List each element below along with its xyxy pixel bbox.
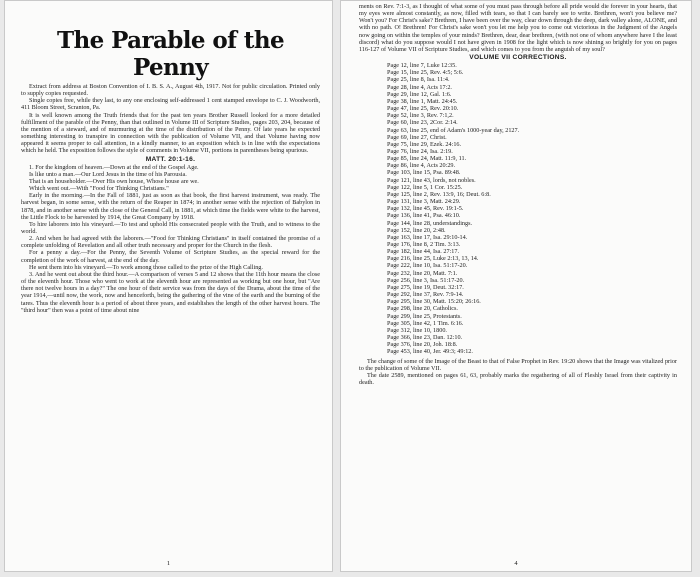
correction-line: Page 176, line 8, 2 Tim. 3:13. xyxy=(387,241,461,248)
verse-paragraph: 1. For the kingdom of heaven.—Down at the end of the Gospel Age. xyxy=(29,163,199,171)
verse-paragraph: 3. And he went out about the third hour.—A comparison of verses 5 and 12 shows that the 11th hour means the close of the eleventh hour. Those who went to work at the eleventh hour are represented as working but one hour, but "Are there not twelve hours in a day?" The one hour of their service was from the days of the Drama, about the time of the year 1914,—until now, the work, now and henceforth, being the gathering of the vine of the earth and the burning of the tares. Thus the eleventh hour is a period of about three years, and establishes the length of the other harvest hours. The "third hour" then was a point of time about nine xyxy=(21,270,320,314)
verse-paragraph: That is an householder.—Over His own house, Whose house are we. xyxy=(29,177,199,185)
correction-line: Page 292, line 37, Rev. 7:9-14. xyxy=(387,291,464,299)
correction-line: Page 256, line 3, Isa. 51:17-20. xyxy=(387,276,465,284)
verse-paragraph: Early in the morning.—In the Fall of 1881, just as soon as that book, the first harvest instrument, was ready. The harvest began, in some sense, with the return of the Reaper in 1874; in another sense with the rejection of Babylon in 1878, and in another sense with the close of the General Call, in 1881, at which time the fields were white to the harvest, the Little Flock to be harvested by 1914, the Great Company by 1918. xyxy=(21,192,320,221)
correction-line: Page 295, line 30, Matt. 15:20; 26:16. xyxy=(387,298,481,306)
correction-line: Page 275, line 19, Deut. 32:17. xyxy=(387,283,464,291)
correction-line: Page 144, line 28, understandings. xyxy=(387,219,473,227)
correction-line: Page 299, line 25, Protestants. xyxy=(387,312,462,320)
correction-line: Page 85, line 24, Matt. 11:9, 11. xyxy=(387,155,467,163)
intro-paragraph: It is well known among the Truth friends that for the past ten years Brother Russell looked for a more detailed fulfillment of the parable of the Penny, than that outlined in Volume III of Scripture Studies, pages 203, 204, because of the mention of a steward, and of murmuring at the time of the distribution of the Penny. Of late years he expected something interesting to transpire in connection with the publication of Volume VII, and that Volume having now appeared it seems proper to call attention, in a kindly manner, to an exposition which is in line with the expectations which he held. The exposition follows the style of comments in Volume VII, portions in parentheses being spurious. xyxy=(21,111,320,155)
correction-line: Page 76, line 24, Isa. 2:19. xyxy=(387,147,453,155)
continued-text xyxy=(359,3,677,53)
correction-line: Page 298, line 20, Catholics. xyxy=(387,305,458,313)
correction-line: Page 152, line 20, 2:48. xyxy=(387,226,446,234)
intro-paragraph: Extract from address at Boston Convention of I. B. S. A., August 4th, 1917. Not for public circulation. Printed only to supply copies requested. xyxy=(21,83,320,98)
correction-line: Page 38, line 1, Matt. 24:45. xyxy=(387,97,458,105)
left-page xyxy=(4,0,333,572)
page-number: 4 xyxy=(514,560,518,567)
correction-line: Page 47, line 25, Rev. 20:10. xyxy=(387,105,459,113)
correction-line: Page 131, line 3, Matt. 24:29. xyxy=(387,198,461,206)
correction-line: Page 28, line 4, Acts 17:2. xyxy=(387,83,452,91)
closing-paragraph: The change of some of the Image of the Beast to that of False Prophet in Rev. 19:20 shows that the Image was vitalized prior to the publication of Volume VII. xyxy=(359,357,677,372)
corrections-list xyxy=(387,62,677,355)
correction-line: Page 366, line 23, Dan. 12:10. xyxy=(387,334,463,342)
closing-paragraph: The date 2589, mentioned on pages 61, 63, probably marks the regathering of all of Fleshly Israel from their captivity in death. xyxy=(359,371,677,386)
correction-line: Page 305, line 42, 1 Tim. 6:16. xyxy=(387,319,464,327)
correction-line: Page 222, line 10, Isa. 51:17-20. xyxy=(387,262,468,270)
verse-paragraph: He sent them into his vineyard.—To work among those called to the prize of the High Calling. xyxy=(29,263,263,271)
verse-commentary xyxy=(21,164,320,314)
corrections-heading: VOLUME VII CORRECTIONS. xyxy=(469,54,567,62)
intro-text xyxy=(21,83,320,155)
verse-paragraph: To hire laborers into his vineyard.—To test and uphold His consecrated people with the Truth, and to witness to the world. xyxy=(21,220,320,235)
correction-line: Page 182, line 44, Isa. 27:17. xyxy=(387,248,460,256)
correction-line: Page 453, line 40, Jer. 49:3; 49:12. xyxy=(387,348,473,356)
page-number: 1 xyxy=(166,560,171,567)
verse-paragraph: Which went out.—With "Food for Thinking Christians." xyxy=(29,185,169,193)
verse-paragraph: 2. And when he had agreed with the laborers.—"Food for Thinking Christians" in itself contained the promise of a complete unfolding of Revelation and all other truth necessary and proper for the Church in the flesh. xyxy=(21,235,320,250)
correction-line: Page 125, line 2, Rev. 13:9, 16; Deut. 6:8. xyxy=(387,190,491,198)
correction-line: Page 122, line 5, 1 Cor. 15:25. xyxy=(387,183,463,191)
correction-line: Page 63, line 25, end of Adam's 1000-year day, 2127. xyxy=(387,126,520,134)
body-paragraph: ments on Rev. 7:1-3, as I thought of what some of you must pass through before all pride would die forever in your hearts, that my eyes were almost constantly, as now, filled with tears, so that I can barely see to write. Brethren, won't you believe me? Won't you? For Christ's sake? Brethren, I have been over the way, clear down through the deep, dark valley alone, ALONE, and with no path. O! Brethren! For Christ's sake won't you let me help you to come out victorious in the Judgment of the Angels now going on within the temples of your minds? Brethren, dear, dear brethren, (with not one of whom anywhere have I the least discord) what do you suppose would I not have given in 1908 for the light which is now shining so brightly for you on pages 116-127 of Volume VII of Scripture Studies, and which comes to you from the anguish of my soul? xyxy=(359,3,677,53)
correction-line: Page 52, line 3, Rev. 7:1,2. xyxy=(387,112,454,120)
correction-line: Page 136, line 41, Psa. 46:10. xyxy=(387,212,461,220)
correction-line: Page 25, line 8, Isa. 11:4. xyxy=(387,76,450,84)
correction-line: Page 86, line 4, Acts 20:29. xyxy=(387,162,456,170)
correction-line: Page 121, line 43, lords, not nobles. xyxy=(387,176,476,184)
correction-line: Page 69, line 27, Christ. xyxy=(387,133,447,141)
correction-line: Page 15, line 25, Rev. 4:5; 5:6. xyxy=(387,69,464,77)
correction-line: Page 232, line 20, Matt. 7:1. xyxy=(387,269,458,277)
intro-paragraph: Single copies free, while they last, to any one enclosing self-addressed 1 cent stamped envelope to C. J. Woodworth, 411 Bloom Street, Scranton, Pa. xyxy=(21,97,320,112)
correction-line: Page 103, line 15, Psa. 89:48. xyxy=(387,169,461,177)
correction-line: Page 60, line 23, 2Cor. 2:14. xyxy=(387,119,458,127)
document-title: The Parable of the Penny xyxy=(57,27,284,81)
right-page xyxy=(340,0,692,572)
correction-line: Page 376, line 20, Joh. 18:8. xyxy=(387,341,458,349)
closing-text xyxy=(359,358,677,387)
verse-paragraph: Is like unto a man.—Our Lord Jesus in the time of his Parousia. xyxy=(29,170,187,178)
verse-paragraph: For a penny a day.—For the Penny, the Seventh Volume of Scripture Studies, as the special reward for the completion of the work of harvest, at the end of the day. xyxy=(21,249,320,264)
scripture-heading: MATT. 20:1-16. xyxy=(145,155,196,163)
correction-line: Page 216, line 25, Luke 2:13, 13, 14. xyxy=(387,255,479,263)
correction-line: Page 29, line 12, Gal. 1:6. xyxy=(387,90,452,98)
correction-line: Page 12, line 7, Luke 12:35. xyxy=(387,62,457,70)
correction-line: Page 163, line 17, Isa. 29:10-14. xyxy=(387,233,468,241)
correction-line: Page 312, line 10, 1800. xyxy=(387,326,447,334)
correction-line: Page 75, line 29, Ezek. 24:16. xyxy=(387,140,462,148)
correction-line: Page 132, line 45, Rev. 19:1-5. xyxy=(387,205,464,213)
